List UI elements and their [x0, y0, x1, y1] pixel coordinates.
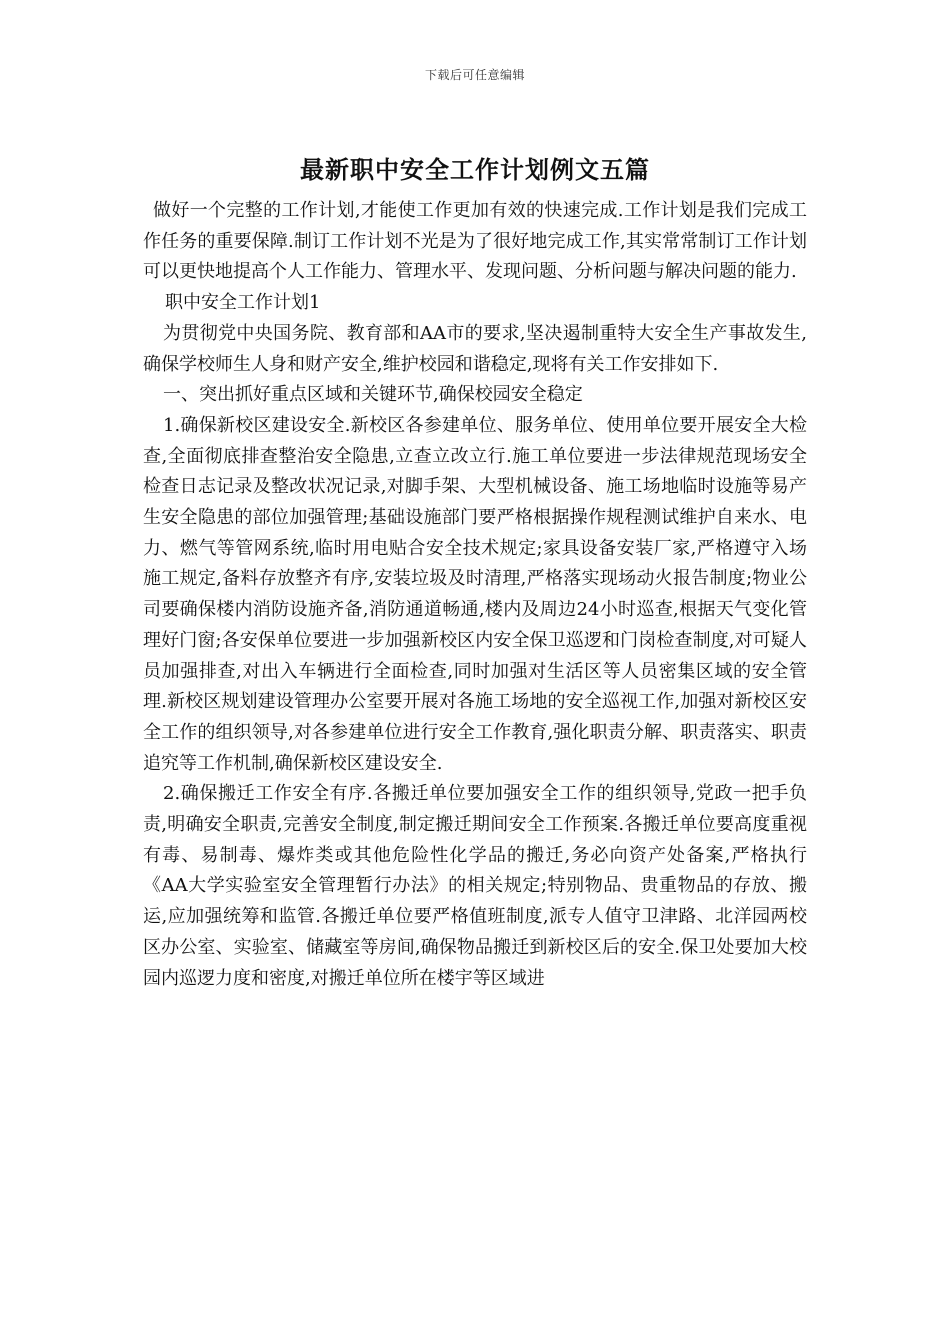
intro-paragraph: 做好一个完整的工作计划,才能使工作更加有效的快速完成.工作计划是我们完成工作任务的重要保障.制订工作计划不光是为了很好地完成工作,其实常常制订工作计划可以更快地提高个人工作能力、管理水平、发现问题、分析问题与解决问题的能力. [143, 200, 807, 283]
section-1-heading: 一、突出抓好重点区域和关键环节,确保校园安全稳定 [163, 384, 583, 406]
header-note: 下载后可任意编辑 [424, 68, 525, 82]
plan-1-heading: 职中安全工作计划1 [165, 292, 321, 314]
document-body [143, 196, 807, 994]
plan-1-lead-paragraph: 为贯彻党中央国务院、教育部和AA市的要求,坚决遏制重特大安全生产事故发生,确保学校师生人身和财产安全,维护校园和谐稳定,现将有关工作安排如下. [143, 322, 807, 375]
document-title: 最新职中安全工作计划例文五篇 [300, 155, 650, 184]
item-1-paragraph: 1.确保新校区建设安全.新校区各参建单位、服务单位、使用单位要开展安全大检查,全面彻底排查整治安全隐患,立查立改立行.施工单位要进一步法律规范现场安全检查日志记录及整改状况记录,对脚手架、大型机械设备、施工场地临时设施等易产生安全隐患的部位加强管理;基础设施部门要严格根据操作规程测试维护自来水、电力、燃气等管网系统,临时用电贴合安全技术规定;家具设备安装厂家,严格遵守入场施工规定,备料存放整齐有序,安装垃圾及时清理,严格落实现场动火报告制度;物业公司要确保楼内消防设施齐备,消防通道畅通,楼内及周边24小时巡查,根据天气变化管理好门窗;各安保单位要进一步加强新校区内安全保卫巡逻和门岗检查制度,对可疑人员加强排查,对出入车辆进行全面检查,同时加强对生活区等人员密集区域的安全管理.新校区规划建设管理办公室要开展对各施工场地的安全巡视工作,加强对新校区安全工作的组织领导,对各参建单位进行安全工作教育,强化职责分解、职责落实、职责追究等工作机制,确保新校区建设安全. [143, 414, 807, 774]
item-2-paragraph: 2.确保搬迁工作安全有序.各搬迁单位要加强安全工作的组织领导,党政一把手负责,明确安全职责,完善安全制度,制定搬迁期间安全工作预案.各搬迁单位要高度重视有毒、易制毒、爆炸类或其他危险性化学品的搬迁,务必向资产处备案,严格执行《AA大学实验室安全管理暂行办法》的相关规定;特别物品、贵重物品的存放、搬运,应加强统筹和监管.各搬迁单位要严格值班制度,派专人值守卫津路、北洋园两校区办公室、实验室、储藏室等房间,确保物品搬迁到新校区后的安全.保卫处要加大校园内巡逻力度和密度,对搬迁单位所在楼宇等区域进 [143, 783, 807, 989]
